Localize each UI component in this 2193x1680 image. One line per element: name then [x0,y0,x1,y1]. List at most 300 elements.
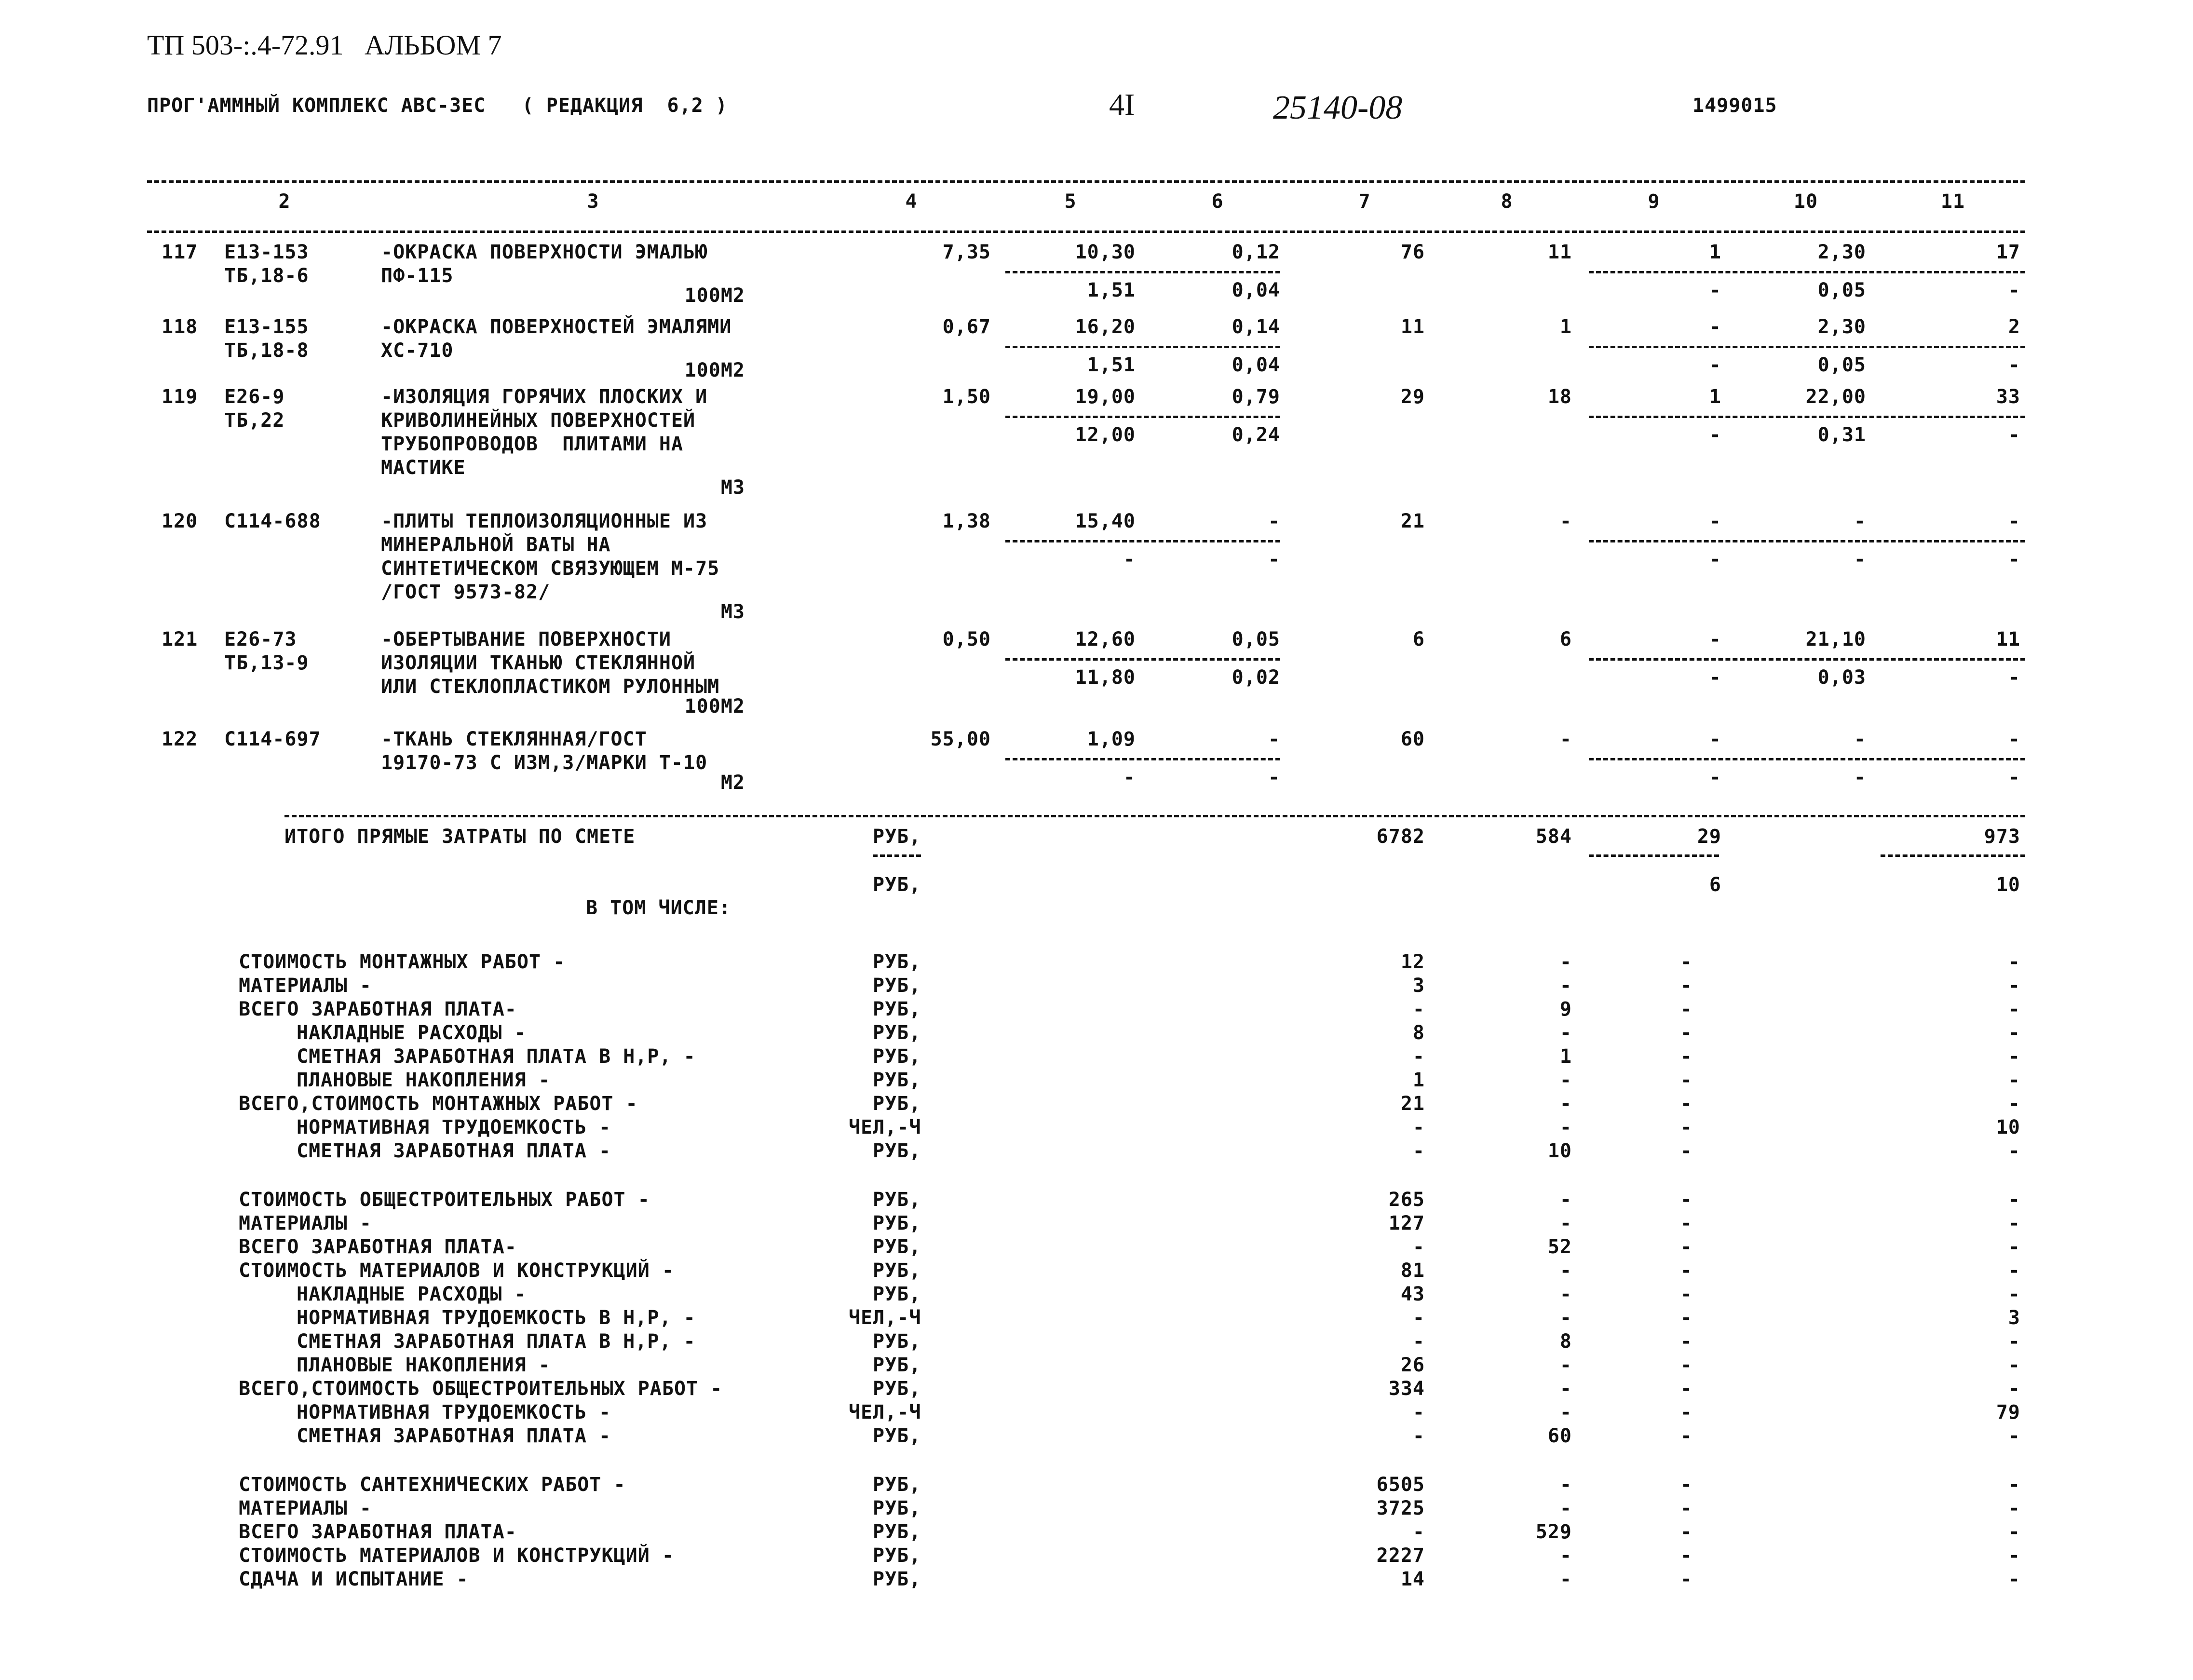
row-split-rule [1005,416,1280,418]
row-code: Е26-73 [224,628,297,650]
row-col11-bottom: - [2008,424,2020,446]
summary-col7: 3 [1412,975,1425,997]
summary-col11: - [2008,1330,2020,1353]
row-col8: 18 [1547,386,1572,408]
summary-unit: РУБ, [873,1474,921,1496]
row-col11-top: 11 [1996,628,2020,650]
row-split-rule [1005,658,1280,661]
row-unit: М3 [720,476,745,499]
summary-unit: РУБ, [873,1022,921,1044]
summary-col9: - [1680,1521,1692,1543]
row-description: ТРУБОПРОВОДОВ ПЛИТАМИ НА [381,433,684,455]
row-col10-bottom: 0,31 [1817,424,1866,446]
row-split-rule [1589,271,2025,273]
summary-col7: - [1412,1521,1425,1543]
row-col11-bottom: - [2008,666,2020,689]
row-col5-bottom: 11,80 [1075,666,1136,689]
summary-unit: РУБ, [873,1378,921,1400]
row-col9-top: - [1709,628,1721,650]
summary-col11: - [2008,1568,2020,1590]
row-description: МИНЕРАЛЬНОЙ ВАТЫ НА [381,534,611,556]
row-split-rule [1589,416,2025,418]
row-col5-top: 12,60 [1075,628,1136,650]
column-header-7: 7 [1358,190,1371,213]
summary-label: ВСЕГО,СТОИМОСТЬ МОНТАЖНЫХ РАБОТ - [239,1093,638,1115]
row-col11-bottom: - [2008,279,2020,301]
row-col4: 0,67 [942,316,991,338]
row-description: -ТКАНЬ СТЕКЛЯННАЯ/ГОСТ [381,728,647,750]
row-col11-top: 33 [1996,386,2020,408]
header-bottom-rule [147,230,2025,233]
summary-unit: ЧЕЛ,-Ч [849,1116,921,1138]
row-col5-bottom: 1,51 [1087,354,1136,376]
summary-unit: РУБ, [873,1354,921,1376]
row-col8: 1 [1559,316,1572,338]
row-description: -ИЗОЛЯЦИЯ ГОРЯЧИХ ПЛОСКИХ И [381,386,708,408]
row-number: 117 [162,241,198,263]
row-col11-bottom: - [2008,766,2020,788]
row-unit: 100М2 [684,695,745,718]
summary-col7: - [1412,1425,1425,1447]
row-code: Е13-153 [224,241,309,263]
row-col9-bottom: - [1709,279,1721,301]
summary-label: СМЕТНАЯ ЗАРАБОТНАЯ ПЛАТА - [297,1425,611,1447]
row-col6-top: - [1268,728,1280,750]
summary-col11: - [2008,1354,2020,1376]
totals-split-rule [1881,854,2025,857]
summary-col9: - [1680,1378,1692,1400]
summary-col11: - [2008,1378,2020,1400]
row-description: ИЛИ СТЕКЛОПЛАСТИКОМ РУЛОННЫМ [381,676,720,698]
summary-col11: 3 [2008,1307,2020,1329]
row-col11-bottom: - [2008,548,2020,570]
summary-unit: РУБ, [873,1189,921,1211]
row-col5-bottom: - [1123,548,1136,570]
summary-col11: 79 [1996,1401,2020,1423]
column-header-8: 8 [1501,190,1513,213]
row-col8: 6 [1559,628,1572,650]
row-col5-top: 16,20 [1075,316,1136,338]
summary-col7: - [1412,1401,1425,1423]
row-col10-bottom: - [1854,548,1866,570]
summary-col8: 52 [1547,1236,1572,1258]
summary-col9: - [1680,1260,1692,1282]
summary-col11: - [2008,1545,2020,1567]
summary-col7: - [1412,1140,1425,1162]
summary-col11: - [2008,1236,2020,1258]
summary-col8: - [1559,1307,1572,1329]
row-col11-bottom: - [2008,354,2020,376]
summary-col11: - [2008,1045,2020,1068]
row-col10-top: 2,30 [1817,316,1866,338]
row-col10-bottom: 0,05 [1817,279,1866,301]
summary-col9: - [1680,1116,1692,1138]
summary-col7: 334 [1388,1378,1425,1400]
row-col6-bottom: - [1268,766,1280,788]
summary-col9: - [1680,1354,1692,1376]
column-header-6: 6 [1211,190,1224,213]
summary-unit: РУБ, [873,1497,921,1519]
summary-col9: - [1680,1022,1692,1044]
summary-unit: РУБ, [873,1093,921,1115]
summary-col11: - [2008,1140,2020,1162]
row-col9-bottom: - [1709,354,1721,376]
column-header-9: 9 [1648,190,1660,213]
row-col4: 55,00 [930,728,991,750]
summary-col9: - [1680,998,1692,1020]
summary-col9: - [1680,1497,1692,1519]
row-col6-bottom: 0,04 [1232,279,1280,301]
summary-label: СТОИМОСТЬ САНТЕХНИЧЕСКИХ РАБОТ - [239,1474,626,1496]
summary-col8: - [1559,1189,1572,1211]
row-col7: 11 [1400,316,1425,338]
summary-col11: - [2008,951,2020,973]
summary-col9: - [1680,1045,1692,1068]
summary-col7: 3725 [1376,1497,1425,1519]
summary-unit: РУБ, [873,1330,921,1353]
row-col10-bottom: - [1854,766,1866,788]
column-header-10: 10 [1793,190,1818,213]
row-col4: 0,50 [942,628,991,650]
summary-col11: - [2008,1521,2020,1543]
summary-unit: ЧЕЛ,-Ч [849,1401,921,1423]
summary-col8: - [1559,1497,1572,1519]
row-description: КРИВОЛИНЕЙНЫХ ПОВЕРХНОСТЕЙ [381,409,696,432]
summary-col7: 6505 [1376,1474,1425,1496]
summary-col8: - [1559,1401,1572,1423]
summary-col9: - [1680,1568,1692,1590]
summary-label: МАТЕРИАЛЫ - [239,1212,372,1234]
totals-col9-top: 29 [1697,826,1721,848]
summary-col11: - [2008,998,2020,1020]
row-col7: 29 [1400,386,1425,408]
summary-unit: РУБ, [873,1236,921,1258]
summary-label: МАТЕРИАЛЫ - [239,975,372,997]
summary-unit: РУБ, [873,1425,921,1447]
row-col7: 76 [1400,241,1425,263]
row-col9-bottom: - [1709,766,1721,788]
summary-col9: - [1680,1069,1692,1091]
summary-col8: - [1559,1093,1572,1115]
summary-col11: - [2008,1474,2020,1496]
summary-label: СМЕТНАЯ ЗАРАБОТНАЯ ПЛАТА В Н,Р, - [297,1045,696,1068]
totals-label: ИТОГО ПРЯМЫЕ ЗАТРАТЫ ПО СМЕТЕ [284,826,636,848]
row-code: Е13-155 [224,316,309,338]
summary-col8: - [1559,1568,1572,1590]
summary-label: СДАЧА И ИСПЫТАНИЕ - [239,1568,469,1590]
row-col10-bottom: 0,05 [1817,354,1866,376]
summary-col9: - [1680,1093,1692,1115]
summary-col9: - [1680,1330,1692,1353]
totals-split-rule [873,854,921,857]
row-code: С114-697 [224,728,321,750]
row-description: СИНТЕТИЧЕСКОМ СВЯЗУЮЩЕМ М-75 [381,557,720,580]
summary-col8: - [1559,1283,1572,1305]
summary-label: СТОИМОСТЬ МАТЕРИАЛОВ И КОНСТРУКЦИЙ - [239,1260,674,1282]
sheet-number: 4I [1109,87,1135,122]
summary-col8: - [1559,1474,1572,1496]
summary-label: СТОИМОСТЬ МОНТАЖНЫХ РАБОТ - [239,951,566,973]
row-description: -ОБЕРТЫВАНИЕ ПОВЕРХНОСТИ [381,628,671,650]
row-col5-top: 15,40 [1075,510,1136,532]
summary-col11: - [2008,975,2020,997]
summary-col8: - [1559,1022,1572,1044]
album-stamp: ТП 503-:.4-72.91 АЛЬБОМ 7 [147,29,502,61]
summary-unit: РУБ, [873,1069,921,1091]
summary-col11: - [2008,1260,2020,1282]
summary-col11: - [2008,1069,2020,1091]
summary-col7: 14 [1400,1568,1425,1590]
row-col10-top: 22,00 [1805,386,1866,408]
summary-col9: - [1680,1545,1692,1567]
row-code: ТБ,22 [224,409,285,432]
row-number: 121 [162,628,198,650]
summary-unit: РУБ, [873,1521,921,1543]
row-col7: 6 [1412,628,1425,650]
row-col6-bottom: 0,02 [1232,666,1280,689]
summary-col9: - [1680,1212,1692,1234]
summary-unit: РУБ, [873,1568,921,1590]
summary-col9: - [1680,1307,1692,1329]
summary-unit: РУБ, [873,975,921,997]
code-right: 1499015 [1692,95,1777,117]
row-col4: 1,38 [942,510,991,532]
row-col5-top: 19,00 [1075,386,1136,408]
summary-label: ВСЕГО ЗАРАБОТНАЯ ПЛАТА- [239,998,517,1020]
row-col9-bottom: - [1709,424,1721,446]
summary-label: НОРМАТИВНАЯ ТРУДОЕМКОСТЬ - [297,1401,611,1423]
row-code: ТБ,18-6 [224,265,309,287]
row-col8: 11 [1547,241,1572,263]
summary-col7: 8 [1412,1022,1425,1044]
summary-col8: - [1559,1378,1572,1400]
totals-col8: 584 [1535,826,1572,848]
totals-col11-bottom: 10 [1996,874,2020,896]
summary-label: ВСЕГО ЗАРАБОТНАЯ ПЛАТА- [239,1521,517,1543]
row-description: МАСТИКЕ [381,457,466,479]
summary-label: ПЛАНОВЫЕ НАКОПЛЕНИЯ - [297,1069,551,1091]
summary-col11: - [2008,1425,2020,1447]
summary-col8: - [1559,1116,1572,1138]
row-col10-top: - [1854,510,1866,532]
row-unit: М3 [720,601,745,623]
row-number: 118 [162,316,198,338]
summary-label: НОРМАТИВНАЯ ТРУДОЕМКОСТЬ В Н,Р, - [297,1307,696,1329]
summary-col8: - [1559,1545,1572,1567]
summary-col7: - [1412,1116,1425,1138]
summary-unit: РУБ, [873,1545,921,1567]
row-col10-bottom: 0,03 [1817,666,1866,689]
row-col4: 7,35 [942,241,991,263]
row-col6-bottom: 0,04 [1232,354,1280,376]
row-col8: - [1559,510,1572,532]
row-col10-top: 21,10 [1805,628,1866,650]
summary-label: НАКЛАДНЫЕ РАСХОДЫ - [297,1283,527,1305]
row-number: 122 [162,728,198,750]
summary-col9: - [1680,1189,1692,1211]
summary-col8: 529 [1535,1521,1572,1543]
summary-col8: 60 [1547,1425,1572,1447]
summary-col7: 81 [1400,1260,1425,1282]
row-col6-top: 0,79 [1232,386,1280,408]
row-col5-top: 10,30 [1075,241,1136,263]
summary-unit: РУБ, [873,1283,921,1305]
totals-rule [284,815,2025,817]
row-col10-top: 2,30 [1817,241,1866,263]
summary-col8: 8 [1559,1330,1572,1353]
summary-label: СТОИМОСТЬ ОБЩЕСТРОИТЕЛЬНЫХ РАБОТ - [239,1189,650,1211]
row-col11-top: - [2008,728,2020,750]
row-col5-bottom: - [1123,766,1136,788]
row-description: -ОКРАСКА ПОВЕРХНОСТЕЙ ЭМАЛЯМИ [381,316,732,338]
summary-col11: - [2008,1212,2020,1234]
totals-col9-bottom: 6 [1709,874,1721,896]
row-unit: М2 [720,772,745,794]
row-code: С114-688 [224,510,321,532]
summary-unit: РУБ, [873,1140,921,1162]
column-header-3: 3 [587,190,599,213]
row-col9-top: 1 [1709,386,1721,408]
row-split-rule [1005,271,1280,273]
including-heading: В ТОМ ЧИСЛЕ: [586,897,731,919]
summary-label: НОРМАТИВНАЯ ТРУДОЕМКОСТЬ - [297,1116,611,1138]
row-col6-top: 0,12 [1232,241,1280,263]
row-col9-bottom: - [1709,666,1721,689]
row-col7: 60 [1400,728,1425,750]
row-description: /ГОСТ 9573-82/ [381,581,551,603]
summary-label: ВСЕГО ЗАРАБОТНАЯ ПЛАТА- [239,1236,517,1258]
summary-label: СМЕТНАЯ ЗАРАБОТНАЯ ПЛАТА - [297,1140,611,1162]
row-col9-bottom: - [1709,548,1721,570]
row-split-rule [1005,758,1280,760]
summary-label: СТОИМОСТЬ МАТЕРИАЛОВ И КОНСТРУКЦИЙ - [239,1545,674,1567]
summary-col11: - [2008,1189,2020,1211]
summary-col7: - [1412,1307,1425,1329]
summary-col9: - [1680,1474,1692,1496]
summary-col7: 265 [1388,1189,1425,1211]
summary-col9: - [1680,1283,1692,1305]
row-description: ХС-710 [381,339,454,362]
summary-col8: - [1559,1069,1572,1091]
document-code: 25140-08 [1273,89,1403,126]
summary-col8: 1 [1559,1045,1572,1068]
row-unit: 100М2 [684,285,745,307]
row-col6-top: 0,05 [1232,628,1280,650]
row-code: Е26-9 [224,386,285,408]
row-number: 119 [162,386,198,408]
summary-unit: РУБ, [873,951,921,973]
summary-unit: РУБ, [873,1212,921,1234]
summary-col9: - [1680,975,1692,997]
totals-unit-2: РУБ, [873,874,921,896]
totals-split-rule [1589,854,1719,857]
summary-label: СМЕТНАЯ ЗАРАБОТНАЯ ПЛАТА В Н,Р, - [297,1330,696,1353]
row-col6-top: - [1268,510,1280,532]
summary-col9: - [1680,1401,1692,1423]
row-unit: 100М2 [684,359,745,381]
row-col7: 21 [1400,510,1425,532]
row-description: -ОКРАСКА ПОВЕРХНОСТИ ЭМАЛЬЮ [381,241,708,263]
summary-col9: - [1680,1236,1692,1258]
row-col11-top: 2 [2008,316,2020,338]
summary-col11: - [2008,1093,2020,1115]
row-split-rule [1005,346,1280,348]
summary-col11: - [2008,1022,2020,1044]
row-description: ПФ-115 [381,265,454,287]
row-col9-top: 1 [1709,241,1721,263]
program-title: ПРОГ'АММНЫЙ КОМПЛЕКС АВС-3ЕС ( РЕДАКЦИЯ 6,2 ) [147,95,728,117]
row-col5-bottom: 1,51 [1087,279,1136,301]
row-col9-top: - [1709,316,1721,338]
summary-col9: - [1680,1425,1692,1447]
row-col6-bottom: - [1268,548,1280,570]
summary-col7: - [1412,1045,1425,1068]
summary-unit: ЧЕЛ,-Ч [849,1307,921,1329]
totals-col7: 6782 [1376,826,1425,848]
totals-unit: РУБ, [873,826,921,848]
summary-col7: 1 [1412,1069,1425,1091]
summary-col7: 2227 [1376,1545,1425,1567]
row-split-rule [1589,658,2025,661]
row-col11-top: - [2008,510,2020,532]
row-split-rule [1005,540,1280,542]
row-number: 120 [162,510,198,532]
row-col8: - [1559,728,1572,750]
row-code: ТБ,18-8 [224,339,309,362]
summary-unit: РУБ, [873,1045,921,1068]
row-code: ТБ,13-9 [224,652,309,674]
summary-unit: РУБ, [873,998,921,1020]
row-col9-top: - [1709,728,1721,750]
row-split-rule [1589,758,2025,760]
summary-col7: - [1412,1330,1425,1353]
summary-col8: - [1559,1354,1572,1376]
summary-col7: 26 [1400,1354,1425,1376]
row-description: ИЗОЛЯЦИИ ТКАНЬЮ СТЕКЛЯННОЙ [381,652,696,674]
row-description: -ПЛИТЫ ТЕПЛОИЗОЛЯЦИОННЫЕ ИЗ [381,510,708,532]
summary-label: МАТЕРИАЛЫ - [239,1497,372,1519]
column-header-5: 5 [1064,190,1077,213]
summary-col11: - [2008,1283,2020,1305]
row-description: 19170-73 С ИЗМ,3/МАРКИ Т-10 [381,752,708,774]
column-header-4: 4 [905,190,918,213]
row-split-rule [1589,346,2025,348]
summary-unit: РУБ, [873,1260,921,1282]
summary-col7: 12 [1400,951,1425,973]
totals-col11-top: 973 [1984,826,2020,848]
row-col10-top: - [1854,728,1866,750]
summary-col11: 10 [1996,1116,2020,1138]
summary-col8: 9 [1559,998,1572,1020]
summary-label: НАКЛАДНЫЕ РАСХОДЫ - [297,1022,527,1044]
summary-col7: 127 [1388,1212,1425,1234]
row-col6-bottom: 0,24 [1232,424,1280,446]
row-split-rule [1589,540,2025,542]
summary-col7: 21 [1400,1093,1425,1115]
column-header-11: 11 [1940,190,1965,213]
row-col5-top: 1,09 [1087,728,1136,750]
row-col5-bottom: 12,00 [1075,424,1136,446]
header-top-rule [147,180,2025,183]
summary-col8: - [1559,1212,1572,1234]
column-header-2: 2 [278,190,291,213]
summary-col8: - [1559,1260,1572,1282]
summary-label: ВСЕГО,СТОИМОСТЬ ОБЩЕСТРОИТЕЛЬНЫХ РАБОТ - [239,1378,723,1400]
summary-col9: - [1680,951,1692,973]
summary-col8: - [1559,975,1572,997]
summary-col7: - [1412,998,1425,1020]
summary-col9: - [1680,1140,1692,1162]
